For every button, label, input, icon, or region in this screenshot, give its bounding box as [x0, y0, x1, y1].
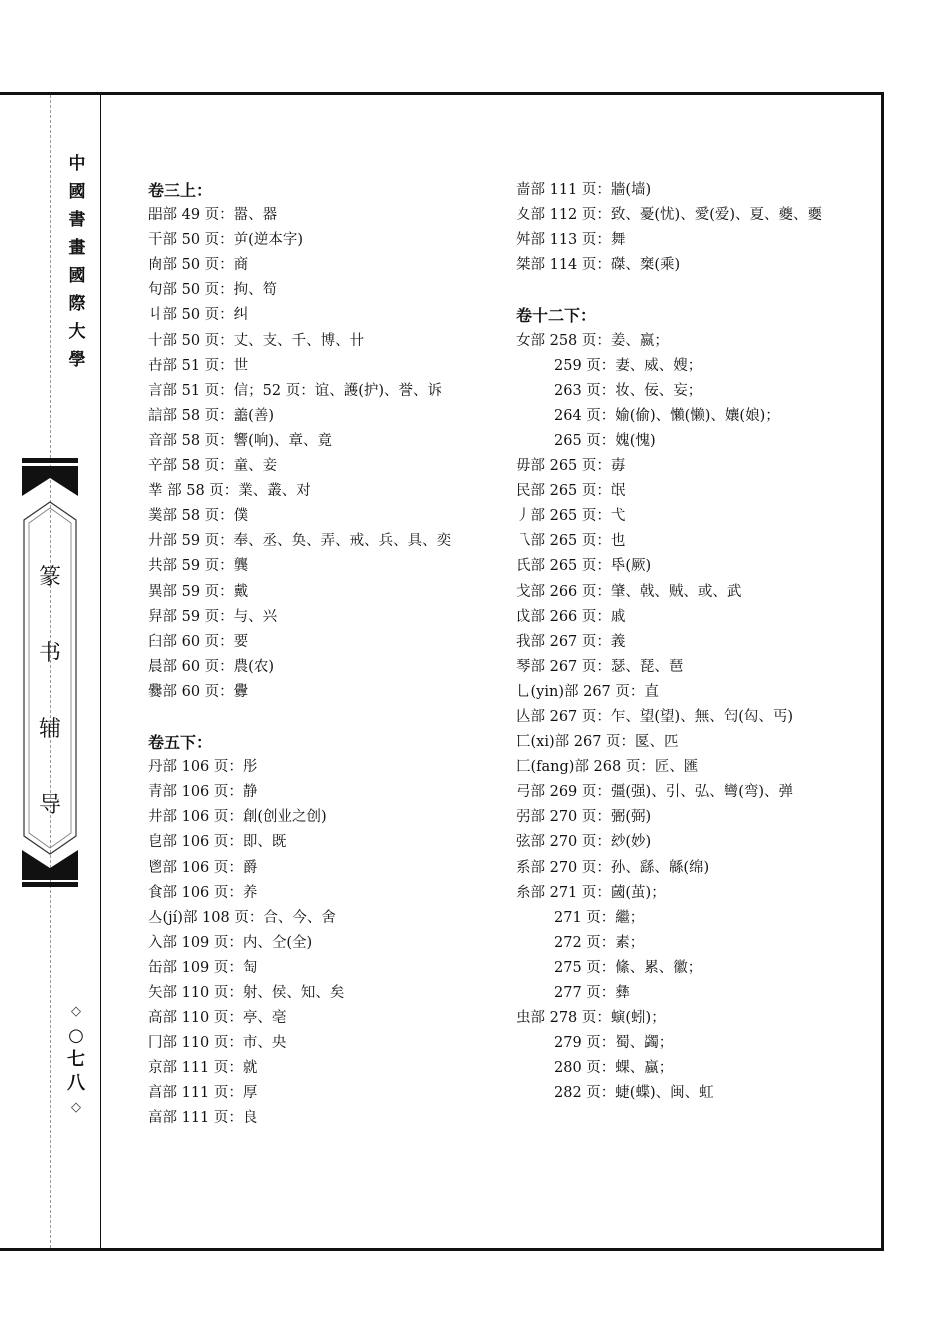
- series-char: 國: [68, 266, 86, 286]
- index-entry: 丩部 50 页：纠: [148, 307, 249, 324]
- index-entry: 言部 51 页：信；52 页：谊、護(护)、誉、诉: [148, 382, 443, 399]
- index-entry: 琴部 267 页：瑟、琵、琶: [516, 658, 684, 675]
- index-subentry: 263 页：妆、佞、妄；: [554, 382, 703, 399]
- index-entry: 弦部 270 页：玅(妙): [516, 834, 652, 851]
- index-entry: 亼(jí)部 108 页：合、今、舍: [148, 909, 336, 926]
- title-char: 辅: [38, 717, 61, 742]
- index-entry: 青部 106 页：静: [148, 784, 258, 801]
- page-frame-right: [881, 92, 884, 1251]
- series-char: 畫: [68, 238, 86, 258]
- spine-bar-top: [22, 458, 78, 463]
- index-entry: 十部 50 页：丈、支、千、博、卄: [148, 332, 365, 349]
- index-subentry: 264 页：媮(偷)、懶(懒)、孃(娘)；: [554, 407, 780, 424]
- index-entry: 夊部 112 页：致、憂(忧)、愛(爱)、夏、夔、夒: [516, 207, 823, 224]
- index-entry: 卋部 51 页：世: [148, 357, 249, 374]
- index-entry: 廾部 59 页：奉、丞、奂、弄、戒、兵、具、奕: [148, 533, 452, 550]
- index-entry: 入部 109 页：内、仝(全): [148, 934, 313, 951]
- index-entry: 丵 部 58 页：業、叢、对: [148, 483, 311, 500]
- series-char: 大: [68, 322, 86, 342]
- index-subentry: 280 页：蜾、蠃；: [554, 1060, 674, 1077]
- series-char: 際: [68, 294, 86, 314]
- page-number-char: 八: [67, 1073, 85, 1094]
- index-entry: 㕯部 50 页：商: [148, 257, 249, 274]
- page-number: [62, 1000, 90, 1120]
- index-subentry: 275 页：絛、累、徽；: [554, 959, 703, 976]
- index-column-left: [148, 178, 508, 1132]
- series-char: 中: [68, 154, 86, 174]
- index-entry: 臼部 60 页：要: [148, 633, 249, 650]
- index-column-right: [516, 178, 856, 1106]
- spine-notch-bottom: [22, 850, 78, 878]
- index-entry: 乁部 265 页：也: [516, 533, 626, 550]
- index-entry: 㗊部 49 页：嚣、器: [148, 207, 278, 224]
- index-entry: 亾部 267 页：乍、望(望)、無、匄(匃、丐): [516, 708, 794, 725]
- index-entry: 共部 59 页：龔: [148, 558, 249, 575]
- index-entry: 啬部 111 页：牆(墙): [516, 182, 652, 198]
- index-entry: 乚(yin)部 267 页：直: [516, 683, 659, 700]
- index-entry: 缶部 109 页：匋: [148, 959, 258, 976]
- spine-notch-top: [22, 466, 78, 494]
- index-entry: 丿部 265 页：弋: [516, 508, 626, 525]
- index-entry: 匚(fang)部 268 页：匠、匯: [516, 759, 699, 776]
- index-entry: 高部 110 页：亭、亳: [148, 1010, 287, 1027]
- index-entry: 女部 258 页：姜、嬴；: [516, 332, 669, 349]
- index-entry: 矢部 110 页：射、侯、知、矣: [148, 985, 345, 1001]
- index-entry: 干部 50 页：屰(逆本字): [148, 232, 303, 249]
- index-entry: 句部 50 页：拘、笱: [148, 282, 278, 299]
- index-subentry: 277 页：彝: [554, 985, 630, 1001]
- index-entry: 匸(xi)部 267 页：匽、匹: [516, 734, 679, 751]
- page-number-char: ○: [68, 1025, 84, 1046]
- title-char: 书: [38, 641, 61, 666]
- section-heading: 卷五下：: [148, 733, 213, 753]
- series-char: 書: [68, 210, 86, 230]
- index-entry: 畗部 111 页：良: [148, 1110, 258, 1127]
- index-entry: 民部 265 页：氓: [516, 483, 626, 500]
- page-frame-bottom: [0, 1248, 884, 1251]
- page-frame-inner-left: [100, 95, 101, 1248]
- index-subentry: 282 页：蜨(蝶)、闽、虹: [554, 1085, 714, 1102]
- index-entry: 井部 106 页：創(创业之创): [148, 809, 327, 826]
- diamond-icon: ◇: [71, 1100, 81, 1115]
- index-entry: 鬯部 106 页：爵: [148, 859, 258, 876]
- index-entry: 舁部 59 页：与、兴: [148, 608, 278, 625]
- book-series-title: [64, 150, 90, 374]
- index-subentry: 259 页：妻、威、嫂；: [554, 357, 703, 374]
- page-frame-top: [0, 92, 884, 95]
- series-char: 學: [68, 350, 86, 370]
- index-entry: 桀部 114 页：磔、椉(乘): [516, 257, 681, 274]
- title-char: 导: [38, 793, 61, 818]
- index-entry: 糸部 271 页：蔮(茧)；: [516, 884, 666, 901]
- index-entry: 舛部 113 页：舞: [516, 232, 626, 249]
- index-entry: 京部 111 页：就: [148, 1060, 258, 1077]
- index-entry: 戈部 266 页：肇、戟、贼、或、武: [516, 583, 742, 600]
- title-char: 篆: [38, 565, 61, 590]
- spine-bar-bottom: [22, 882, 78, 887]
- index-entry: 䇂部 58 页：童、妾: [148, 458, 278, 475]
- index-entry: 弜部 270 页：弻(弼): [516, 809, 652, 826]
- index-subentry: 271 页：繼；: [554, 909, 645, 926]
- index-entry: 我部 267 页：義: [516, 633, 626, 650]
- index-subentry: 265 页：媿(愧): [554, 432, 656, 449]
- index-entry: 冂部 110 页：市、央: [148, 1035, 287, 1052]
- index-subentry: 272 页：素；: [554, 934, 645, 951]
- index-entry: 皀部 106 页：即、既: [148, 834, 287, 851]
- index-entry: 亯部 111 页：厚: [148, 1085, 258, 1102]
- index-entry: 戉部 266 页：戚: [516, 608, 626, 625]
- section-spacer: [148, 705, 508, 730]
- index-entry: 氏部 265 页：氒(厥): [516, 558, 652, 575]
- index-entry: 音部 58 页：響(响)、章、竟: [148, 432, 332, 449]
- section-spacer: [516, 278, 856, 303]
- section-heading: 卷三上：: [148, 181, 213, 200]
- section-heading: 卷十二下：: [516, 306, 597, 326]
- index-entry: 晨部 60 页：農(农): [148, 658, 274, 675]
- diamond-icon: ◇: [71, 1004, 81, 1019]
- index-entry: 弓部 269 页：彊(强)、引、弘、彎(弯)、弹: [516, 784, 794, 801]
- index-entry: 菐部 58 页：僕: [148, 508, 249, 525]
- series-char: 國: [68, 182, 86, 202]
- index-entry: 異部 59 页：戴: [148, 583, 249, 600]
- index-entry: 毋部 265 页：毐: [516, 458, 626, 475]
- page-number-char: 七: [67, 1049, 85, 1070]
- index-entry: 系部 270 页：孙、繇、緜(绵): [516, 859, 710, 876]
- index-subentry: 279 页：蜀、蠲；: [554, 1035, 674, 1052]
- book-title: [20, 540, 80, 844]
- index-entry: 虫部 278 页：螾(蚓)；: [516, 1010, 666, 1027]
- index-entry: 丹部 106 页：彤: [148, 759, 258, 776]
- index-entry: 誩部 58 页：譱(善): [148, 407, 274, 424]
- index-entry: 爨部 60 页：釁: [148, 683, 249, 700]
- index-entry: 食部 106 页：养: [148, 884, 258, 901]
